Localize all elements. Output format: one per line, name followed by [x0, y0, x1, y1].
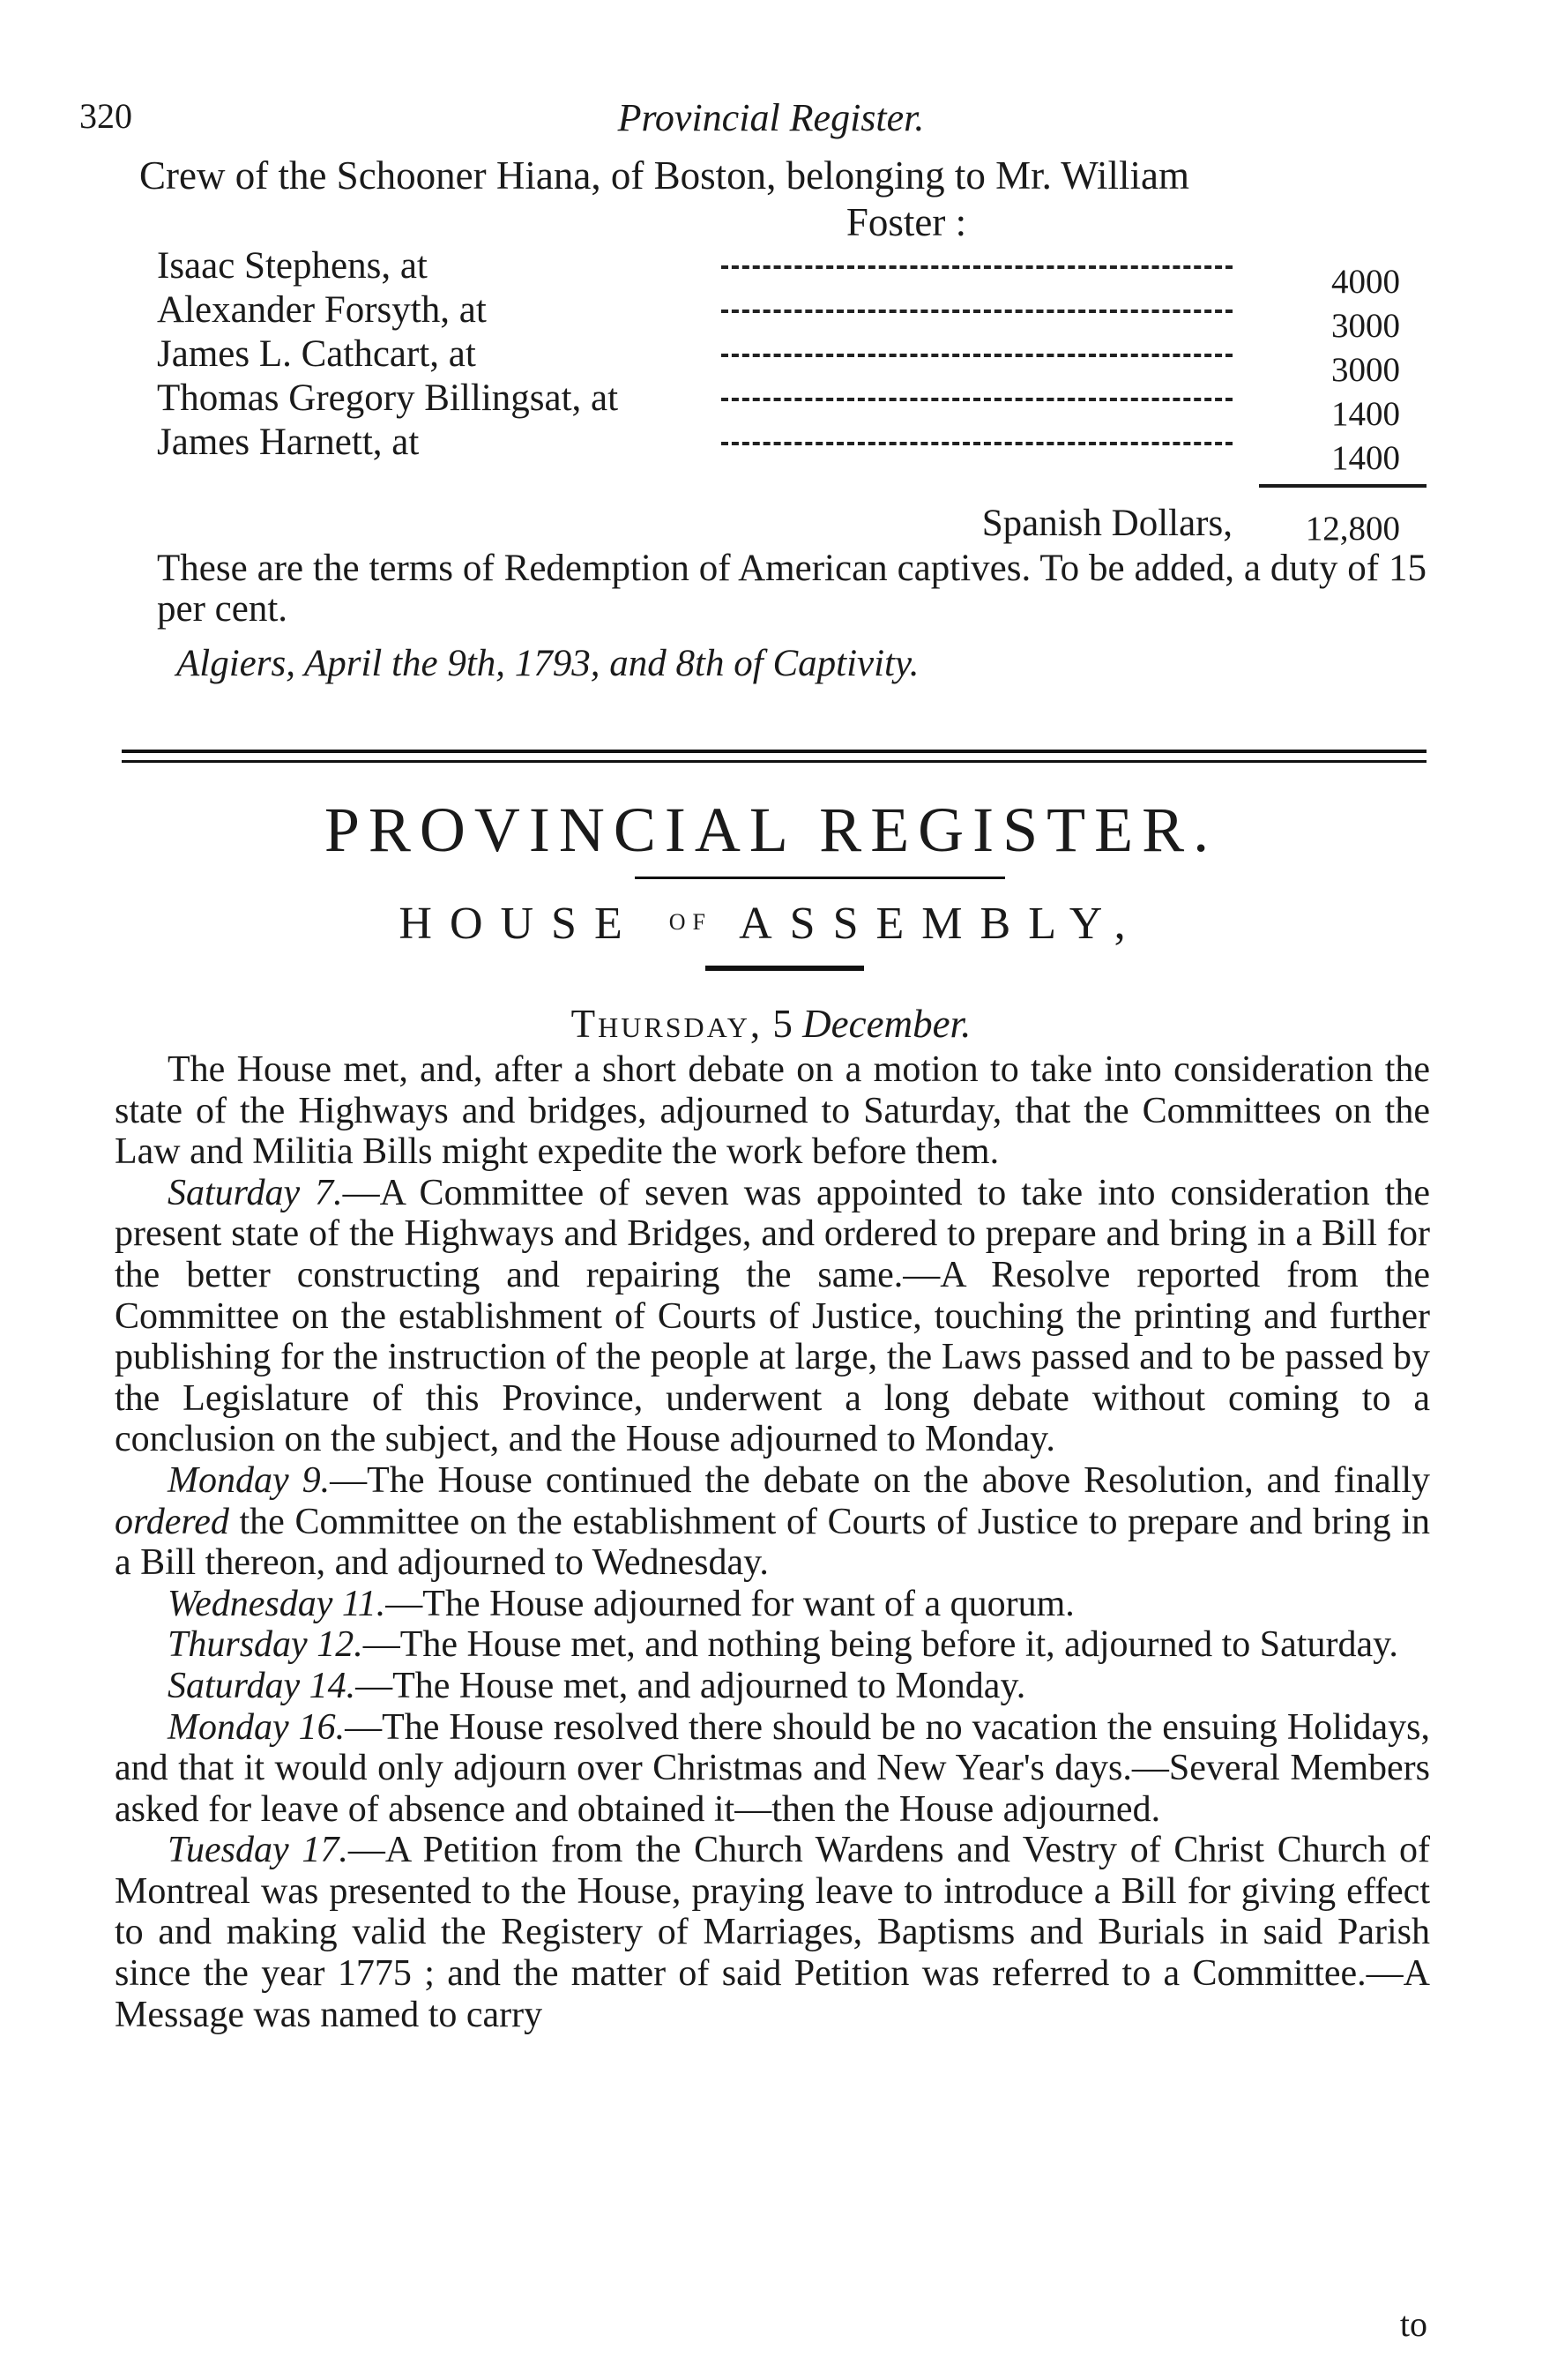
paragraph [115, 1173, 1430, 1460]
dateline: Algiers, April the 9th, 1793, and 8th of Captivity. [176, 643, 920, 684]
paragraph-text: —The House continued the debate on the above Resolution, and finally [330, 1459, 1430, 1501]
crew-row [157, 332, 1427, 389]
catchword: to [1399, 2304, 1427, 2344]
running-title: Provincial Register. [617, 96, 925, 139]
paragraph [115, 1049, 1430, 1173]
crew-list [139, 152, 1427, 549]
total-label: Spanish Dollars, [981, 503, 1233, 544]
running-head [79, 95, 1463, 148]
paragraph-date: Tuesday 17. [168, 1830, 348, 1871]
crew-amount: 1400 [1331, 439, 1400, 477]
paragraph [115, 1460, 1430, 1584]
crew-row [157, 288, 1427, 345]
section-rule-bottom [122, 760, 1427, 763]
paragraph-emphasis: ordered [115, 1501, 229, 1542]
subtitle-underline [705, 966, 864, 971]
crew-row [157, 421, 1427, 477]
crew-name: James Harnett, at [157, 422, 420, 463]
paragraph-date: Monday 16. [168, 1706, 346, 1748]
paragraph-text: —The House met, and adjourned to Monday. [355, 1665, 1026, 1706]
crew-amount: 4000 [1331, 263, 1400, 301]
total-value: 12,800 [1305, 510, 1400, 548]
crew-row [157, 244, 1427, 301]
crew-row [157, 377, 1427, 433]
crew-name: Thomas Gregory Billingsat, at [157, 377, 619, 419]
crew-name: Alexander Forsyth, at [157, 289, 487, 331]
paragraph [115, 1624, 1430, 1666]
page-number: 320 [79, 96, 132, 136]
paragraph-text: —A Petition from the Church Wardens and Vestry of Christ Church of Montreal was presented to the House, praying leave to introduce a Bill for giving effect to and making valid the Registery of Marriages, Baptisms and Burials in said Parish since the year 1775 ; and the matter of said Petition was referred to a Committee.—A Message was named to carry [115, 1830, 1430, 2035]
dash-leader [721, 398, 1233, 401]
subtitle-assembly: ASSEMBLY, [739, 899, 1143, 949]
paragraph-date: Saturday 7. [168, 1172, 343, 1213]
dash-leader [721, 310, 1233, 313]
section-subtitle [0, 898, 1542, 950]
dash-leader [721, 265, 1233, 269]
section-title: PROVINCIAL REGISTER. [324, 795, 1218, 865]
redemption-note: These are the terms of Redemption of American captives. To be added, a duty of 15 per cent. [157, 548, 1427, 630]
paragraph-text: —The House adjourned for want of a quorum. [385, 1583, 1075, 1624]
total-row [157, 498, 1427, 549]
date-day: Thursday, [570, 1002, 764, 1046]
paragraph [115, 1584, 1430, 1625]
proceedings-body [115, 1049, 1430, 2035]
paragraph-date: Thursday 12. [168, 1624, 363, 1666]
dash-leader [721, 354, 1233, 357]
paragraph-date: Saturday 14. [168, 1665, 356, 1706]
paragraph [115, 1707, 1430, 1831]
crew-name: Isaac Stephens, at [157, 245, 428, 287]
dash-leader [721, 442, 1233, 445]
crew-name: James L. Cathcart, at [157, 333, 476, 375]
sum-rule-row [157, 465, 1427, 498]
crew-heading-continued: Foster : [845, 200, 967, 244]
paragraph-text: The House met, and, after a short debate on a motion to take into consideration the state of the Highways and bridges, adjourned to Saturday, that the Committees on the Law and Militia Bills might expedite the work before them. [115, 1049, 1430, 1173]
date-heading [0, 1001, 1542, 1047]
date-month: December. [802, 1002, 972, 1046]
paragraph [115, 1830, 1430, 2035]
subtitle-of: OF [668, 909, 712, 935]
section-rule-top [122, 750, 1427, 753]
paragraph-text: the Committee on the establishment of Courts of Justice to prepare and bring in a Bill thereon, and adjourned to Wednesday. [115, 1501, 1430, 1584]
crew-heading: Crew of the Schooner Hiana, of Boston, belonging to Mr. William [139, 153, 1189, 198]
paragraph-text: —The House resolved there should be no vacation the ensuing Holidays, and that it would only adjourn over Christmas and New Year's days.—Several Members asked for leave of absence and obtained it—then the House adjourned. [115, 1706, 1431, 1830]
paragraph-text: —A Committee of seven was appointed to take into consideration the present state of the Highways and Bridges, and ordered to prepare and bring in a Bill for the better constructing and repairing the same.—A Resolve reported from the Committee on the establishment of Courts of Justice, touching the printing and further publishing for the instruction of the people at large, the Laws passed and to be passed by the Legislature of this Province, underwent a long debate without coming to a conclusion on the subject, and the House adjourned to Monday. [115, 1172, 1430, 1460]
paragraph [115, 1666, 1430, 1707]
title-underline [635, 877, 1005, 879]
crew-amount: 3000 [1331, 351, 1400, 389]
date-number: 5 [772, 1002, 793, 1046]
sum-rule [1259, 484, 1427, 488]
crew-amount: 3000 [1331, 307, 1400, 345]
paragraph-date: Monday 9. [168, 1459, 331, 1501]
subtitle-house: HOUSE [399, 899, 640, 949]
paragraph-date: Wednesday 11. [168, 1583, 386, 1624]
paragraph-text: —The House met, and nothing being before it, adjourned to Saturday. [362, 1624, 1398, 1666]
crew-amount: 1400 [1331, 395, 1400, 433]
